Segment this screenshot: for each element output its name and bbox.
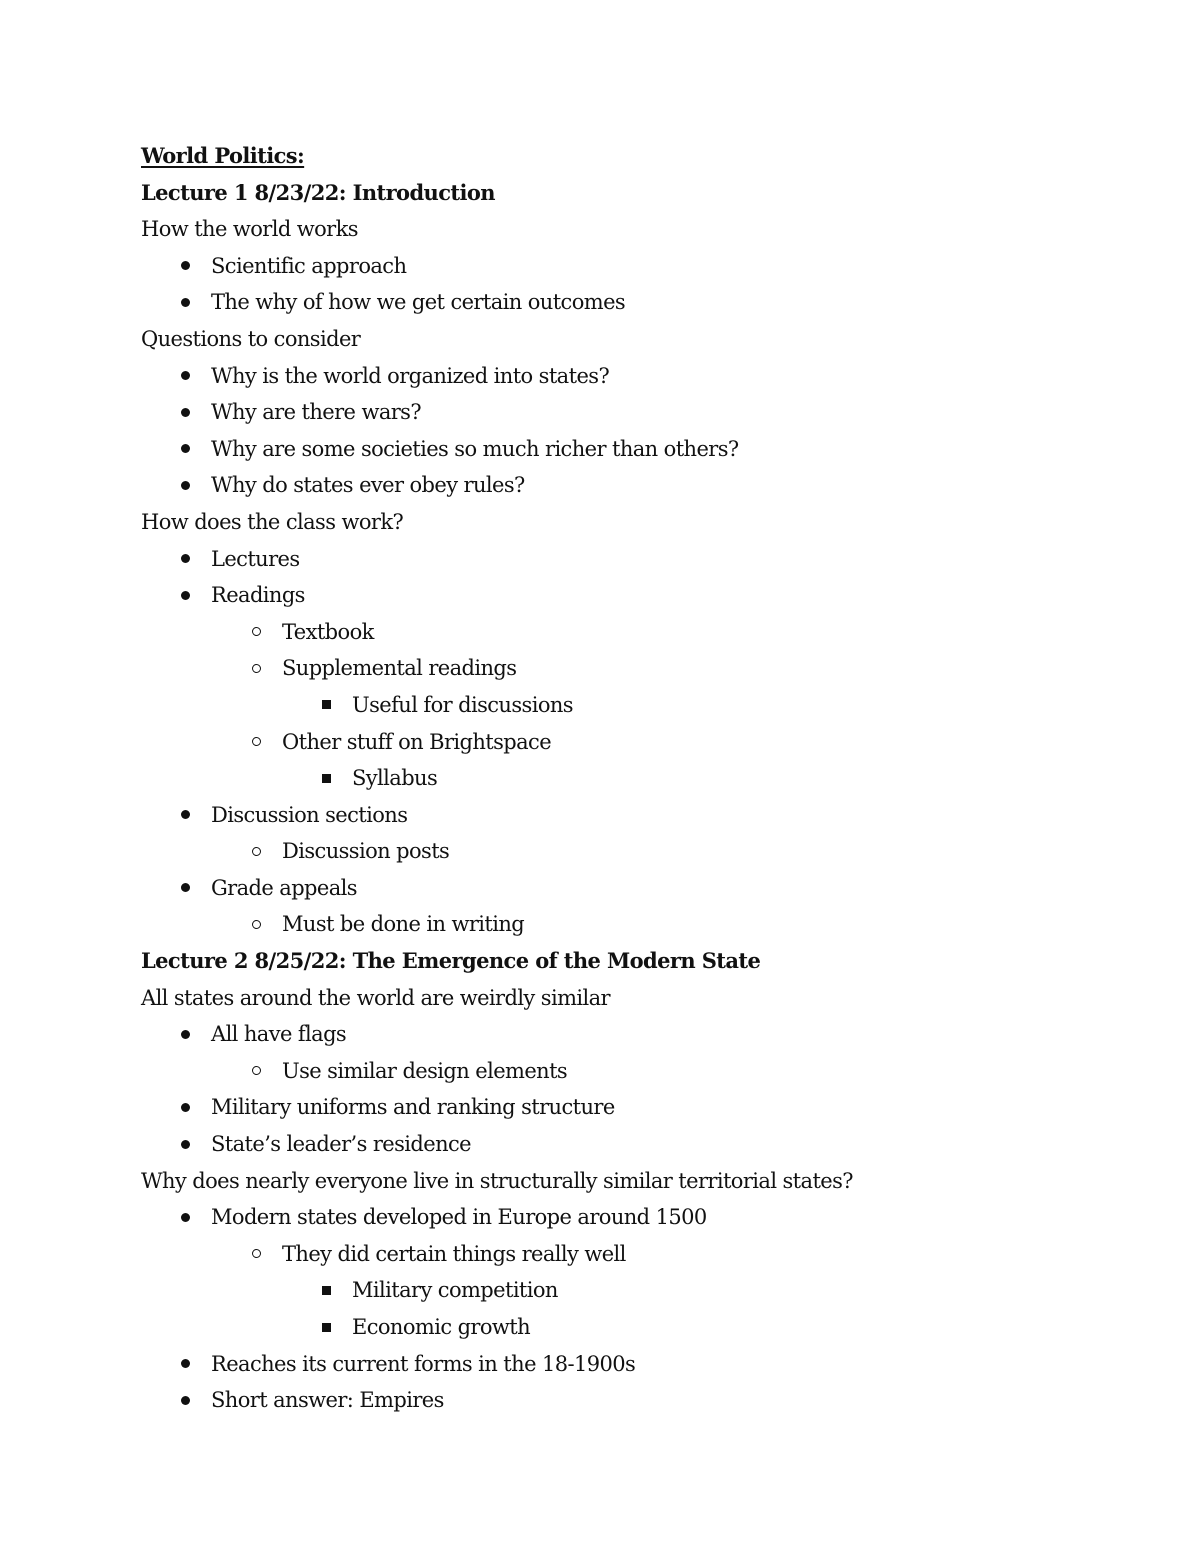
- list-item: [141, 394, 1101, 431]
- list-item: [141, 467, 1101, 504]
- list-item: [141, 1053, 1101, 1090]
- bullet-circle-icon: [246, 833, 266, 870]
- line-text: Other stuff on Brightspace: [282, 729, 552, 754]
- outline: [141, 175, 1101, 1419]
- paragraph: [141, 211, 1101, 248]
- line-text: Discussion sections: [211, 802, 408, 827]
- list-item: [141, 1199, 1101, 1236]
- list-item: [141, 1126, 1101, 1163]
- line-text: Why is the world organized into states?: [211, 363, 610, 388]
- line-text: Discussion posts: [282, 839, 450, 864]
- line-text: Modern states developed in Europe around 1500: [211, 1205, 707, 1230]
- bullet-disc-icon: [175, 1016, 195, 1053]
- line-text: Lectures: [211, 546, 300, 571]
- line-text: Use similar design elements: [282, 1058, 568, 1083]
- list-item: [141, 797, 1101, 834]
- bullet-circle-icon: [246, 614, 266, 651]
- bullet-disc-icon: [175, 431, 195, 468]
- line-text: Military competition: [352, 1278, 558, 1303]
- list-item: [141, 1236, 1101, 1273]
- paragraph: [141, 980, 1101, 1017]
- line-text: How the world works: [141, 217, 358, 242]
- line-text: Useful for discussions: [352, 692, 573, 717]
- line-text: Why does nearly everyone live in structurally similar territorial states?: [141, 1168, 853, 1193]
- bullet-circle-icon: [246, 906, 266, 943]
- line-text: Reaches its current forms in the 18-1900s: [211, 1351, 636, 1376]
- line-text: Must be done in writing: [282, 912, 525, 937]
- list-item: [141, 431, 1101, 468]
- bullet-square-icon: [316, 1272, 336, 1309]
- list-item: [141, 724, 1101, 761]
- line-text: Readings: [211, 583, 305, 608]
- list-item: [141, 906, 1101, 943]
- bullet-circle-icon: [246, 1053, 266, 1090]
- bullet-disc-icon: [175, 1089, 195, 1126]
- line-text: Military uniforms and ranking structure: [211, 1095, 615, 1120]
- line-text: Why do states ever obey rules?: [211, 473, 525, 498]
- paragraph: [141, 321, 1101, 358]
- line-text: Grade appeals: [211, 875, 357, 900]
- section-heading: [141, 943, 1101, 980]
- line-text: Textbook: [282, 619, 374, 644]
- bullet-disc-icon: [175, 1126, 195, 1163]
- list-item: [141, 870, 1101, 907]
- line-text: Lecture 1 8/23/22: Introduction: [141, 179, 495, 205]
- bullet-disc-icon: [175, 284, 195, 321]
- line-text: How does the class work?: [141, 509, 404, 534]
- list-item: [141, 577, 1101, 614]
- list-item: [141, 687, 1101, 724]
- list-item: [141, 1016, 1101, 1053]
- list-item: [141, 1309, 1101, 1346]
- list-item: [141, 358, 1101, 395]
- line-text: Lecture 2 8/25/22: The Emergence of the Modern State: [141, 948, 761, 974]
- line-text: All states around the world are weirdly similar: [141, 985, 610, 1010]
- line-text: Economic growth: [352, 1315, 531, 1339]
- line-text: All have flags: [211, 1022, 347, 1047]
- bullet-disc-icon: [175, 467, 195, 504]
- line-text: They did certain things really well: [282, 1241, 626, 1266]
- bullet-disc-icon: [175, 541, 195, 578]
- list-item: [141, 650, 1101, 687]
- list-item: [141, 541, 1101, 578]
- line-text: Why are there wars?: [211, 400, 422, 425]
- bullet-square-icon: [316, 687, 336, 724]
- bullet-disc-icon: [175, 394, 195, 431]
- list-item: [141, 1346, 1101, 1383]
- bullet-disc-icon: [175, 358, 195, 395]
- line-text: Scientific approach: [211, 253, 407, 278]
- bullet-disc-icon: [175, 1199, 195, 1236]
- document-title: World Politics:: [141, 143, 305, 168]
- document-body: [141, 138, 1101, 1419]
- bullet-disc-icon: [175, 797, 195, 834]
- bullet-disc-icon: [175, 1346, 195, 1383]
- list-item: [141, 284, 1101, 321]
- bullet-circle-icon: [246, 650, 266, 687]
- bullet-disc-icon: [175, 1382, 195, 1419]
- line-text: Short answer: Empires: [211, 1388, 444, 1413]
- bullet-circle-icon: [246, 1236, 266, 1273]
- bullet-square-icon: [316, 760, 336, 797]
- list-item: [141, 248, 1101, 285]
- line-text: Why are some societies so much richer than others?: [211, 436, 739, 461]
- bullet-disc-icon: [175, 870, 195, 907]
- list-item: [141, 1089, 1101, 1126]
- line-text: Syllabus: [352, 766, 438, 791]
- list-item: [141, 760, 1101, 797]
- list-item: [141, 614, 1101, 651]
- line-text: State’s leader’s residence: [211, 1132, 471, 1157]
- line-text: The why of how we get certain outcomes: [211, 290, 626, 315]
- bullet-circle-icon: [246, 724, 266, 761]
- bullet-disc-icon: [175, 577, 195, 614]
- list-item: [141, 1272, 1101, 1309]
- bullet-disc-icon: [175, 248, 195, 285]
- line-text: Supplemental readings: [282, 656, 517, 681]
- list-item: [141, 833, 1101, 870]
- list-item: [141, 1382, 1101, 1419]
- paragraph: [141, 1163, 1101, 1200]
- paragraph: [141, 504, 1101, 541]
- section-heading: [141, 175, 1101, 212]
- bullet-square-icon: [316, 1309, 336, 1346]
- line-text: Questions to consider: [141, 326, 361, 351]
